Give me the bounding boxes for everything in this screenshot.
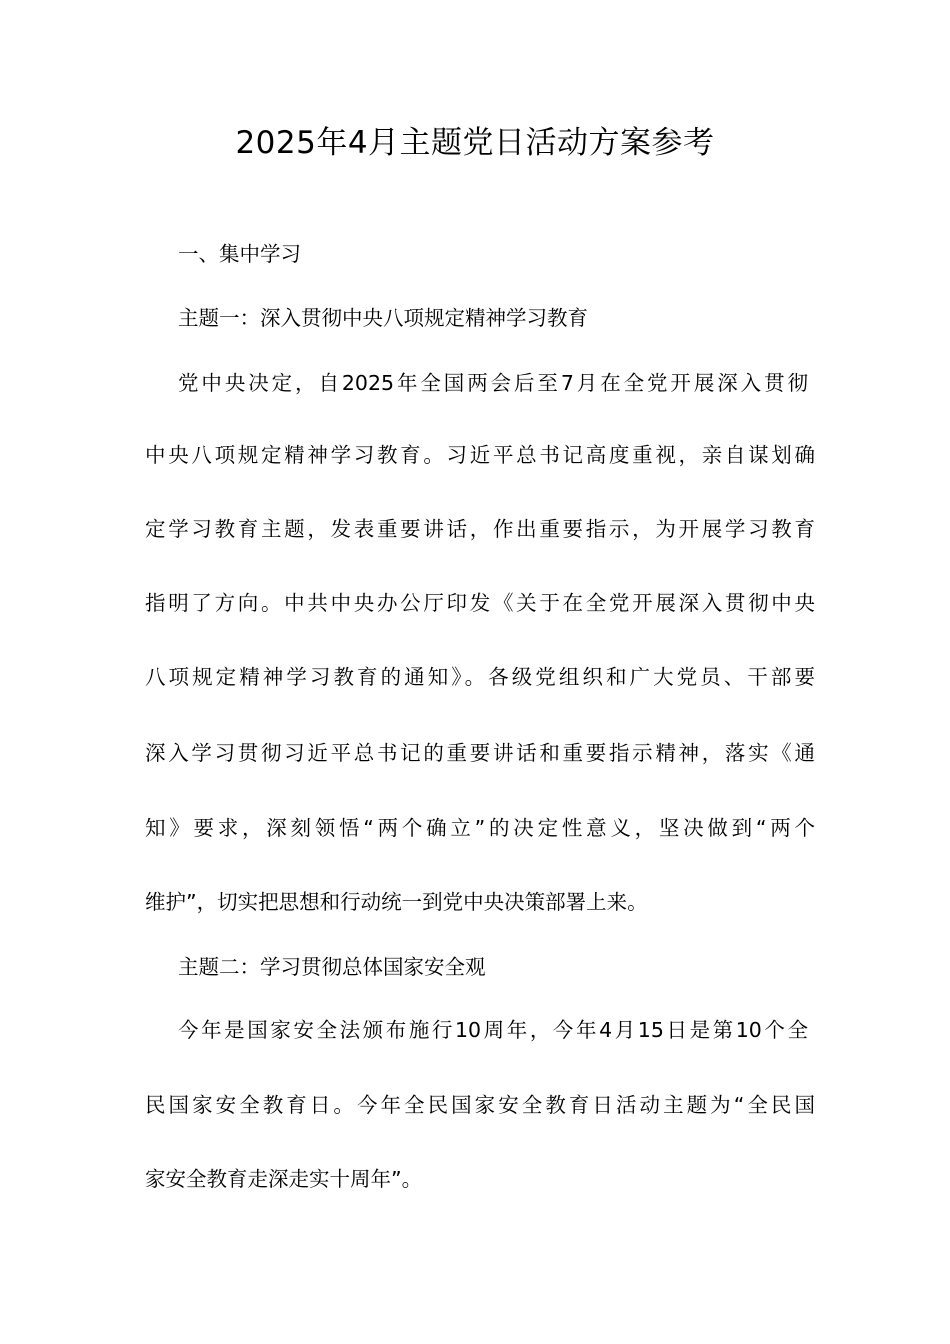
theme1-line: 党中央决定，自2025年全国两会后至7月在全党开展深入贯彻 xyxy=(178,371,808,395)
theme1-line: 中央八项规定精神学习教育。习近平总书记高度重视，亲自谋划确 xyxy=(145,443,815,467)
theme2-line: 家安全教育走深走实十周年”。 xyxy=(145,1167,423,1191)
theme1-line: 深入学习贯彻习近平总书记的重要讲话和重要指示精神，落实《通 xyxy=(145,741,815,765)
document-title: 2025年4月主题党日活动方案参考 xyxy=(235,125,715,161)
theme2-line: 今年是国家安全法颁布施行10周年，今年4月15日是第10个全 xyxy=(178,1018,808,1042)
section-heading: 一、集中学习 xyxy=(178,242,301,266)
theme2-line: 民国家安全教育日。今年全民国家安全教育日活动主题为“全民国 xyxy=(145,1093,815,1117)
theme1-line: 指明了方向。中共中央办公厅印发《关于在全党开展深入贯彻中央 xyxy=(145,591,815,615)
theme2-heading: 主题二：学习贯彻总体国家安全观 xyxy=(178,955,486,979)
theme1-line: 八项规定精神学习教育的通知》。各级党组织和广大党员、干部要 xyxy=(145,665,815,689)
theme1-line: 定学习教育主题，发表重要讲话，作出重要指示，为开展学习教育 xyxy=(145,517,815,541)
theme1-line: 知》要求，深刻领悟“两个确立”的决定性意义，坚决做到“两个 xyxy=(145,816,815,840)
theme1-heading: 主题一：深入贯彻中央八项规定精神学习教育 xyxy=(178,306,588,330)
theme1-line: 维护”，切实把思想和行动统一到党中央决策部署上来。 xyxy=(145,890,648,914)
